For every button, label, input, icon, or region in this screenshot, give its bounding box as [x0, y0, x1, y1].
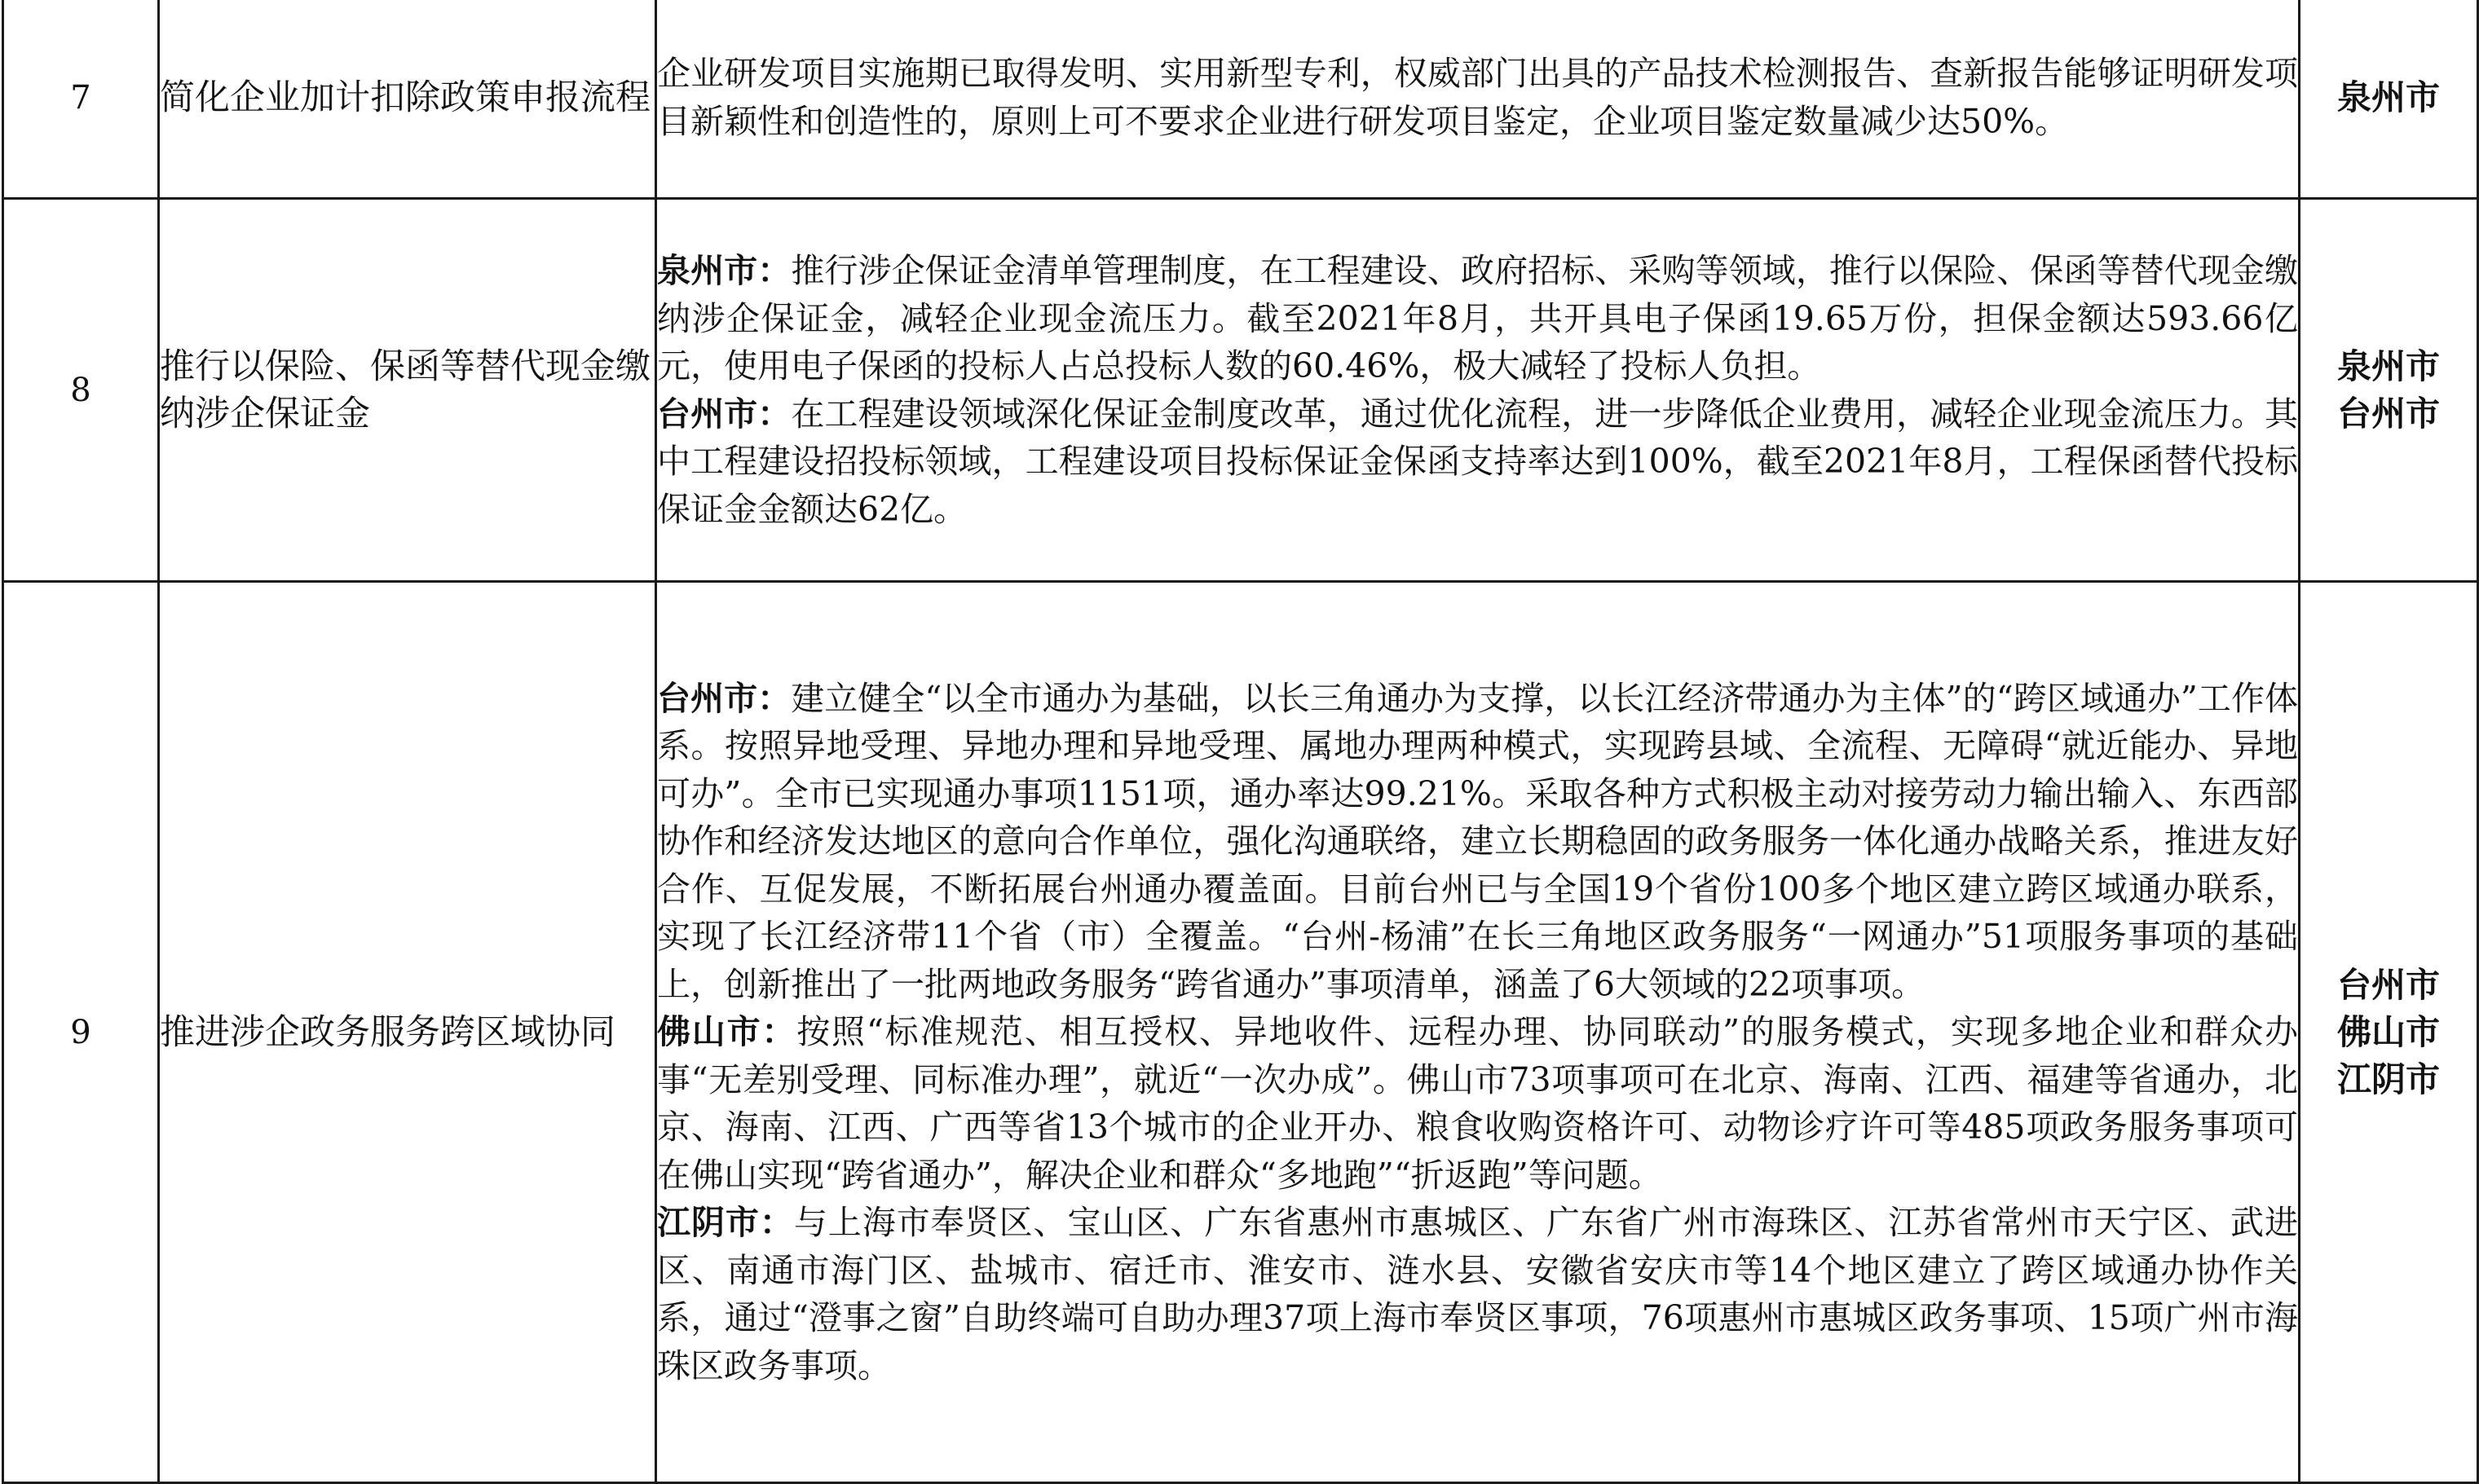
- city-lead-label: 江阴市：: [657, 1203, 794, 1243]
- city-lead-label: 佛山市：: [657, 1012, 797, 1052]
- table-row: [3, 199, 2478, 582]
- policy-title: 推行以保险、保函等替代现金缴纳涉企保证金: [159, 199, 656, 582]
- description-paragraph: [657, 247, 2298, 390]
- row-number: 8: [3, 199, 159, 582]
- paragraph-text: 在工程建设领域深化保证金制度改革，通过优化流程，进一步降低企业费用，减轻企业现金流压力。其中工程建设招投标领域，工程建设项目投标保证金保函支持率达到100%，截至2021年8月，工程保函替代投标保证金金额达62亿。: [657, 394, 2299, 529]
- policy-title: 简化企业加计扣除政策申报流程: [159, 0, 656, 199]
- description-paragraph: [657, 675, 2298, 1009]
- policy-description: [656, 0, 2300, 199]
- policy-title: 推进涉企政务服务跨区域协同: [159, 582, 656, 1483]
- description-paragraph: [657, 50, 2298, 145]
- city-name: 台州市: [2336, 964, 2440, 1005]
- city-name: 江阴市: [2336, 1059, 2440, 1099]
- paragraph-text: 按照“标准规范、相互授权、异地收件、远程办理、协同联动”的服务模式，实现多地企业和群众办事“无差别受理、同标准办理”，就近“一次办成”。佛山市73项事项可在北京、海南、江西、福建等省通办，北京、海南、江西、广西等省13个城市的企业开办、粮食收购资格许可、动物诊疗许可等485项政务服务事项可在佛山实现“跨省通办”，解决企业和群众“多地跑”“折返跑”等问题。: [657, 1012, 2299, 1195]
- table-row: [3, 582, 2478, 1483]
- paragraph-text: 建立健全“以全市通办为基础，以长三角通办为支撑，以长江经济带通办为主体”的“跨区域通办”工作体系。按照异地受理、异地办理和异地受理、属地办理两种模式，实现跨县域、全流程、无障碍“就近能办、异地可办”。全市已实现通办事项1151项，通办率达99.21%。采取各种方式积极主动对接劳动力输出输入、东西部协作和经济发达地区的意向合作单位，强化沟通联络，建立长期稳固的政务服务一体化通办战略关系，推进友好合作、互促发展，不断拓展台州通办覆盖面。目前台州已与全国19个省份100多个地区建立跨区域通办联系，实现了长江经济带11个省（市）全覆盖。“台州-杨浦”在长三角地区政务服务“一网通办”51项服务事项的基础上，创新推出了一批两地政务服务“跨省通办”事项清单，涵盖了6大领域的22项事项。: [657, 678, 2299, 1004]
- policy-description: [656, 582, 2300, 1483]
- table-body: [3, 0, 2478, 1483]
- city-name: 泉州市: [2336, 77, 2440, 117]
- table-row: [3, 0, 2478, 199]
- row-number: 7: [3, 0, 159, 199]
- description-paragraph: [657, 1199, 2298, 1389]
- city-lead-label: 台州市：: [657, 678, 792, 718]
- paragraph-text: 推行涉企保证金清单管理制度，在工程建设、政府招标、采购等领域，推行以保险、保函等替代现金缴纳涉企保证金，减轻企业现金流压力。截至2021年8月，共开具电子保函19.65万份，担保金额达593.66亿元，使用电子保函的投标人占总投标人数的60.46%，极大减轻了投标人负担。: [657, 251, 2299, 385]
- city-name: 佛山市: [2336, 1011, 2440, 1052]
- description-paragraph: [657, 390, 2298, 534]
- description-paragraph: [657, 1008, 2298, 1199]
- pilot-cities: [2300, 199, 2478, 582]
- row-number: 9: [3, 582, 159, 1483]
- paragraph-text: 与上海市奉贤区、宝山区、广东省惠州市惠城区、广东省广州市海珠区、江苏省常州市天宁区、武进区、南通市海门区、盐城市、宿迁市、淮安市、涟水县、安徽省安庆市等14个地区建立了跨区域通办协作关系，通过“澄事之窗”自助终端可自助办理37项上海市奉贤区事项，76项惠州市惠城区政务事项、15项广州市海珠区政务事项。: [657, 1203, 2299, 1385]
- pilot-cities: [2300, 0, 2478, 199]
- policy-description: [656, 199, 2300, 582]
- city-lead-label: 泉州市：: [657, 251, 792, 290]
- pilot-cities: [2300, 582, 2478, 1483]
- policy-table: [2, 0, 2479, 1484]
- city-name: 泉州市: [2336, 346, 2440, 386]
- paragraph-text: 企业研发项目实施期已取得发明、实用新型专利，权威部门出具的产品技术检测报告、查新报告能够证明研发项目新颖性和创造性的，原则上可不要求企业进行研发项目鉴定，企业项目鉴定数量减少达50%。: [657, 54, 2298, 141]
- city-name: 台州市: [2336, 393, 2440, 434]
- city-lead-label: 台州市：: [657, 394, 792, 434]
